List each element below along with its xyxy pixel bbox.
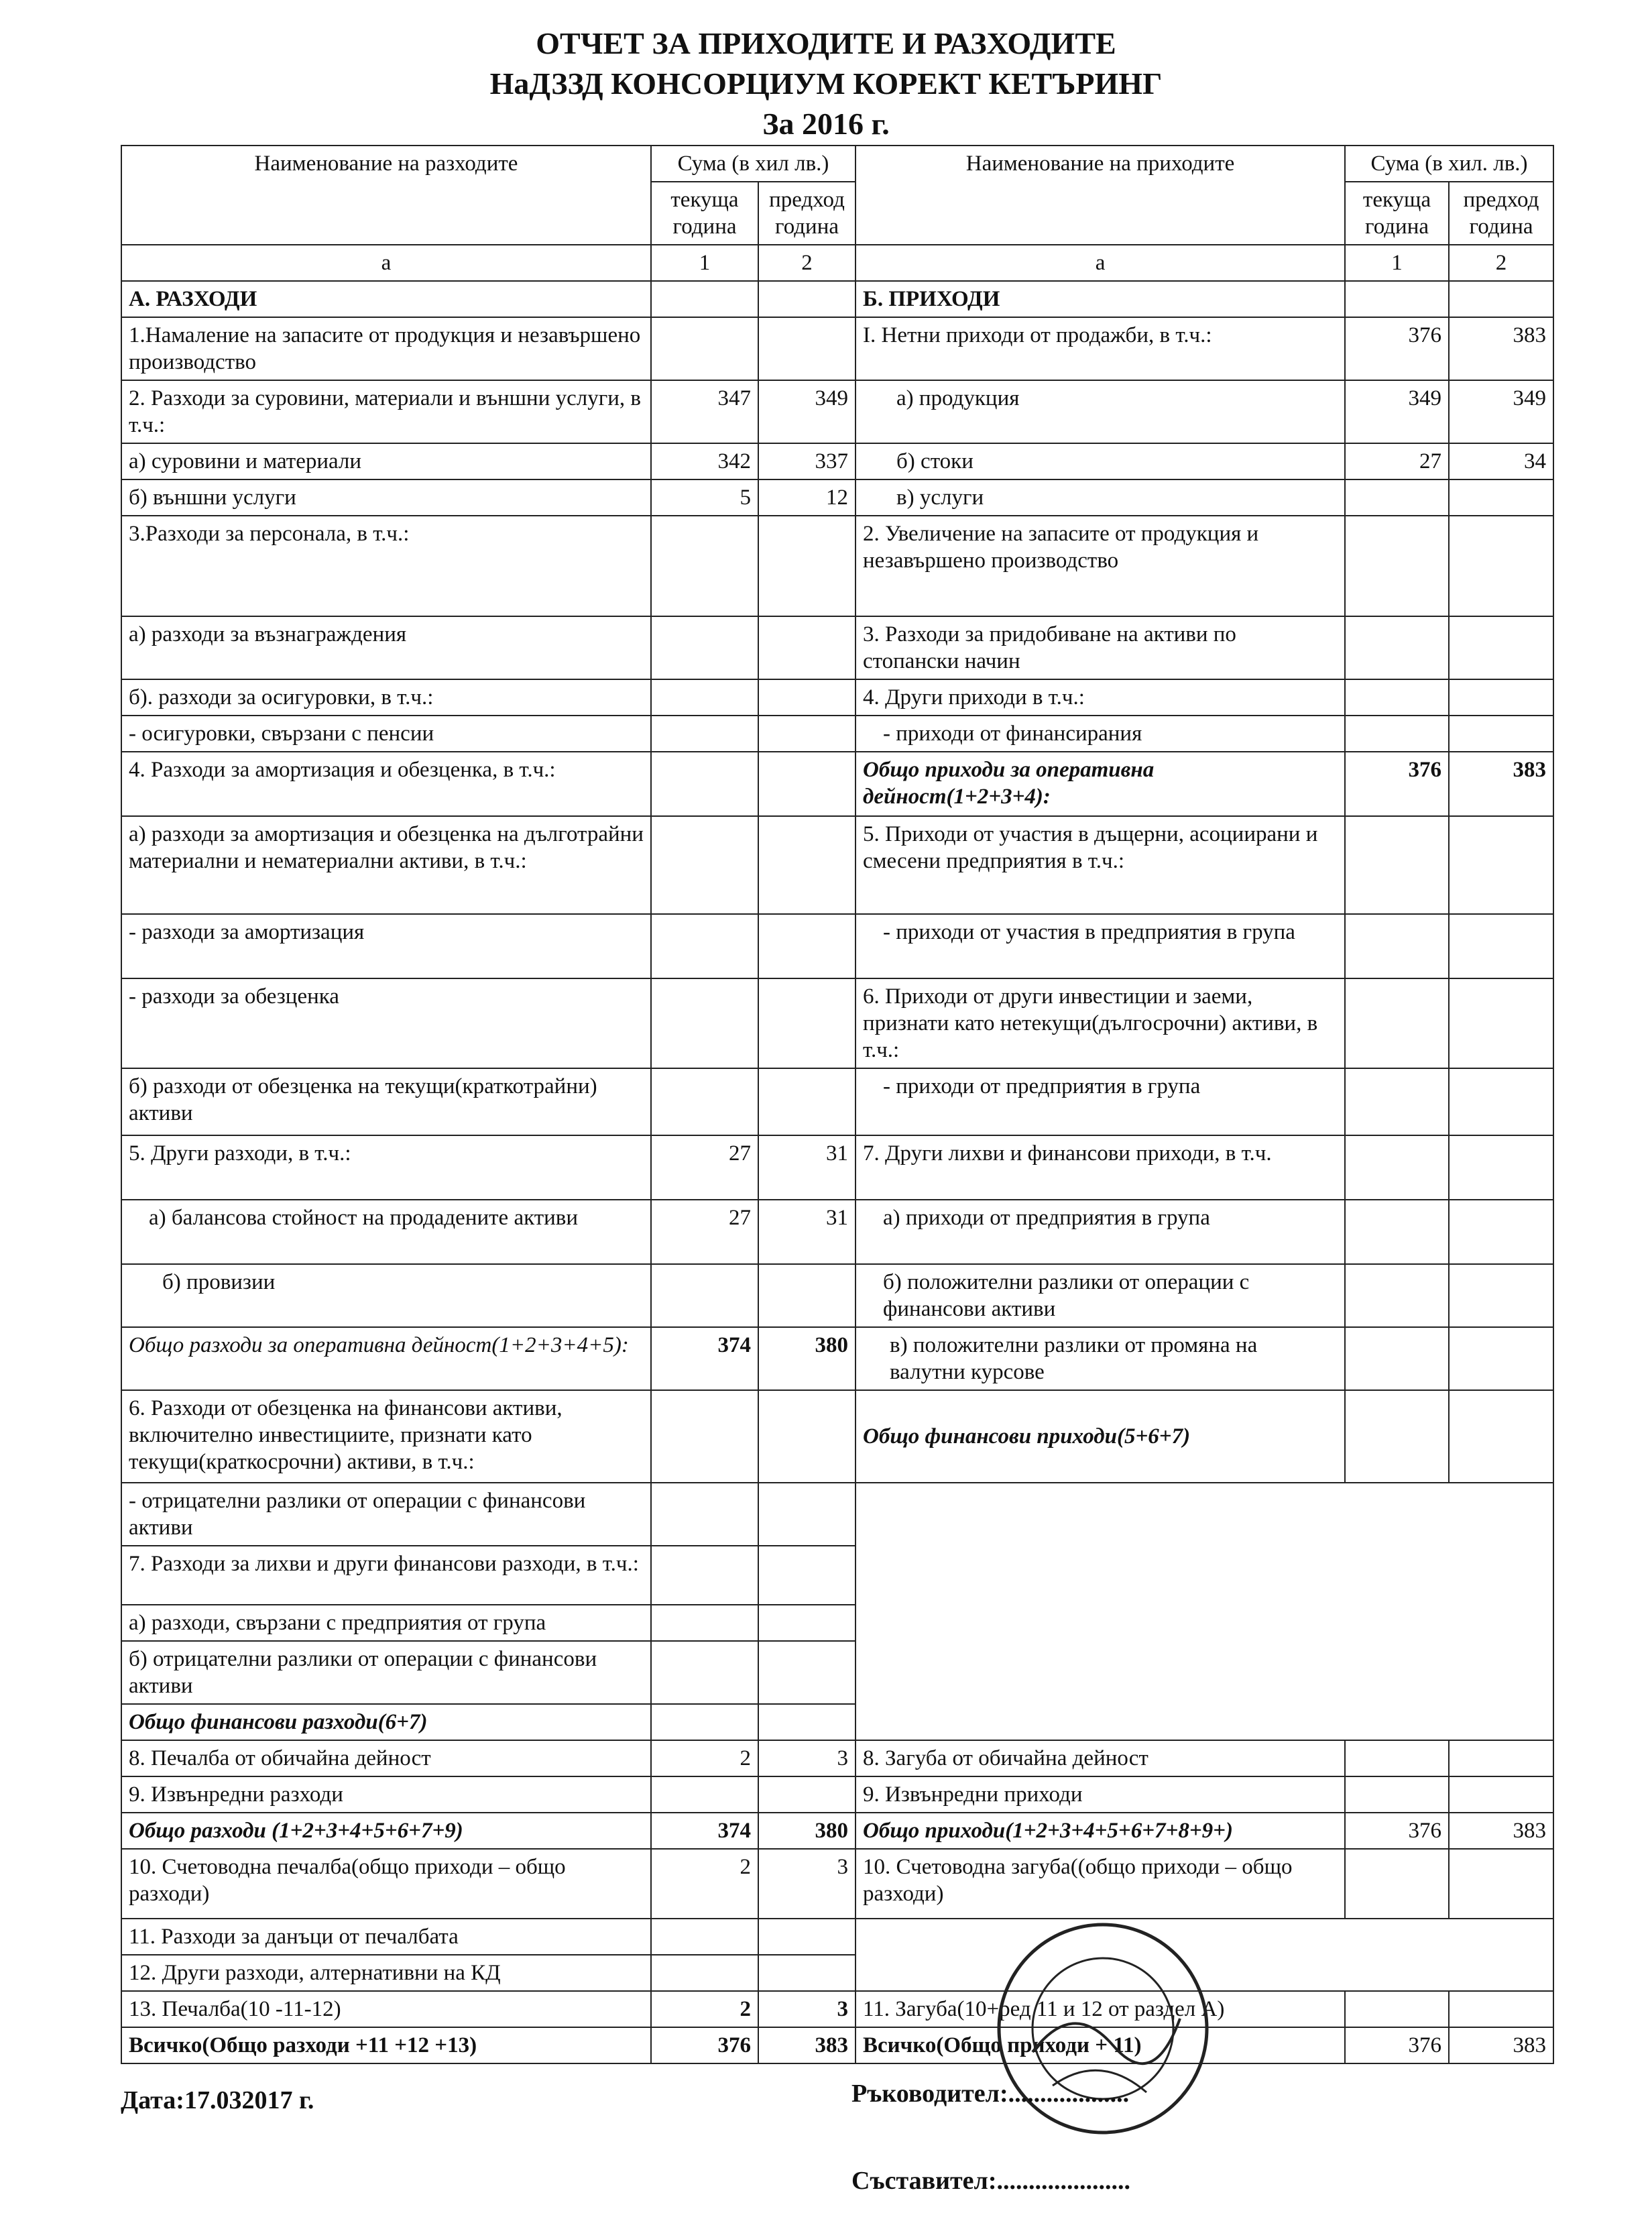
income-expense-table	[121, 145, 1554, 2064]
table-row	[121, 914, 1553, 978]
expense-current-value: 2	[651, 1740, 758, 1776]
col-index-1: 1	[1345, 245, 1449, 281]
income-previous-value	[1449, 716, 1553, 752]
expense-current-value	[651, 914, 758, 978]
expense-current-year-header: текуща година	[651, 182, 758, 245]
table-row	[121, 317, 1553, 380]
expense-current-value: 27	[651, 1135, 758, 1200]
expense-current-value	[651, 1919, 758, 1955]
report-year: За 2016 г.	[762, 107, 890, 141]
expense-current-value	[651, 1068, 758, 1135]
income-grand-total-label: Всичко(Общо приходи + 11)	[856, 2027, 1345, 2063]
expense-previous-value: 380	[758, 1327, 856, 1390]
expense-current-value	[651, 1546, 758, 1605]
table-row	[121, 2027, 1553, 2063]
expense-current-value: 5	[651, 479, 758, 516]
table-row	[121, 1068, 1553, 1135]
income-previous-value: 34	[1449, 443, 1553, 479]
expense-item: а) разходи, свързани с предприятия от група	[121, 1605, 651, 1641]
income-current-value	[1345, 1135, 1449, 1200]
expense-current-value	[651, 1605, 758, 1641]
expense-current-value	[651, 1483, 758, 1546]
income-item: 3. Разходи за придобиване на активи по стопански начин	[856, 616, 1345, 679]
income-current-value: 376	[1345, 1813, 1449, 1849]
expense-item: 9. Извънредни разходи	[121, 1776, 651, 1813]
income-previous-value: 383	[1449, 1813, 1553, 1849]
expense-current-value	[651, 1704, 758, 1740]
expense-grand-total-label: Всичко(Общо разходи +11 +12 +13)	[121, 2027, 651, 2063]
expense-current-value	[651, 1390, 758, 1483]
expense-item: а) разходи за амортизация и обезценка на дълготрайни материални и нематериални активи, в т.ч.:	[121, 816, 651, 914]
table-row	[121, 1264, 1553, 1327]
expense-current-value	[651, 616, 758, 679]
table-row	[121, 616, 1553, 679]
expense-current-value: 374	[651, 1327, 758, 1390]
col-index-1: 1	[651, 245, 758, 281]
income-previous-value	[1449, 1991, 1553, 2027]
expense-total-label: Общо разходи (1+2+3+4+5+6+7+9)	[121, 1813, 651, 1849]
income-current-value	[1345, 914, 1449, 978]
expense-item: 4. Разходи за амортизация и обезценка, в т.ч.:	[121, 752, 651, 816]
expense-current-value	[651, 1641, 758, 1704]
expense-item: 3.Разходи за персонала, в т.ч.:	[121, 516, 651, 616]
income-item: б) стоки	[856, 443, 1345, 479]
income-current-value: 349	[1345, 380, 1449, 443]
income-current-value	[1345, 716, 1449, 752]
income-current-value: 376	[1345, 317, 1449, 380]
expense-previous-value	[758, 1704, 856, 1740]
income-item: 5. Приходи от участия в дъщерни, асоциирани и смесени предприятия в т.ч.:	[856, 816, 1345, 914]
expense-item: 13. Печалба(10 -11-12)	[121, 1991, 651, 2027]
income-item: в) положителни разлики от промяна на валутни курсове	[856, 1327, 1345, 1390]
expense-item: 8. Печалба от обичайна дейност	[121, 1740, 651, 1776]
expense-previous-value	[758, 716, 856, 752]
expense-previous-value	[758, 1483, 856, 1546]
table-row	[121, 716, 1553, 752]
table-row	[121, 1740, 1553, 1776]
expense-current-value	[651, 317, 758, 380]
table-row	[121, 1483, 1553, 1546]
income-previous-value	[1449, 1849, 1553, 1919]
income-current-year-header: текуща година	[1345, 182, 1449, 245]
income-current-value: 376	[1345, 2027, 1449, 2063]
income-previous-value	[1449, 1740, 1553, 1776]
income-item: 7. Други лихви и финансови приходи, в т.ч.	[856, 1135, 1345, 1200]
income-item: - приходи от финансирания	[856, 716, 1345, 752]
expense-item: б) разходи от обезценка на текущи(краткотрайни) активи	[121, 1068, 651, 1135]
income-item: 10. Счетоводна загуба((общо приходи – общо разходи)	[856, 1849, 1345, 1919]
income-previous-value	[1449, 281, 1553, 317]
table-row	[121, 1849, 1553, 1919]
expense-current-value: 376	[651, 2027, 758, 2063]
income-current-value	[1345, 1390, 1449, 1483]
income-previous-value	[1449, 1776, 1553, 1813]
income-previous-value	[1449, 479, 1553, 516]
expense-current-value: 2	[651, 1991, 758, 2027]
income-previous-value	[1449, 978, 1553, 1068]
income-current-value	[1345, 1200, 1449, 1264]
expense-previous-value	[758, 1390, 856, 1483]
expense-item: 6. Разходи от обезценка на финансови активи, включително инвестициите, признати като текущи(краткосрочни) активи, в т.ч.:	[121, 1390, 651, 1483]
income-previous-value	[1449, 1068, 1553, 1135]
income-current-value	[1345, 978, 1449, 1068]
expense-previous-value	[758, 1919, 856, 1955]
income-item: а) приходи от предприятия в група	[856, 1200, 1345, 1264]
col-index-a: а	[121, 245, 651, 281]
income-item: 6. Приходи от други инвестиции и заеми, признати като нетекущи(дългосрочни) активи, в т.ч.:	[856, 978, 1345, 1068]
report-date: Дата:17.032017 г.	[121, 2086, 314, 2114]
table-row	[121, 1327, 1553, 1390]
expense-current-value: 347	[651, 380, 758, 443]
expense-current-value	[651, 716, 758, 752]
income-previous-value	[1449, 1390, 1553, 1483]
table-row	[121, 479, 1553, 516]
expense-previous-value: 3	[758, 1740, 856, 1776]
table-row	[121, 443, 1553, 479]
expense-item: 2. Разходи за суровини, материали и външни услуги, в т.ч.:	[121, 380, 651, 443]
expense-item: б). разходи за осигуровки, в т.ч.:	[121, 679, 651, 716]
table-row	[121, 380, 1553, 443]
table-row	[121, 679, 1553, 716]
expense-item: 10. Счетоводна печалба(общо приходи – общо разходи)	[121, 1849, 651, 1919]
expense-item: 11. Разходи за данъци от печалбата	[121, 1919, 651, 1955]
expense-item: б) външни услуги	[121, 479, 651, 516]
income-current-value	[1345, 816, 1449, 914]
expense-previous-value	[758, 516, 856, 616]
expense-item: - отрицателни разлики от операции с финансови активи	[121, 1483, 651, 1546]
expense-current-value	[651, 1264, 758, 1327]
income-current-value: 27	[1345, 443, 1449, 479]
expense-current-value: 2	[651, 1849, 758, 1919]
income-previous-value	[1449, 679, 1553, 716]
expense-previous-value	[758, 1264, 856, 1327]
expense-previous-value	[758, 816, 856, 914]
expense-previous-value	[758, 752, 856, 816]
table-row	[121, 978, 1553, 1068]
expense-current-value	[651, 752, 758, 816]
expense-previous-value: 12	[758, 479, 856, 516]
table-row	[121, 281, 1553, 317]
expense-previous-value	[758, 1546, 856, 1605]
income-item: - приходи от предприятия в група	[856, 1068, 1345, 1135]
expense-current-value	[651, 516, 758, 616]
income-current-value	[1345, 516, 1449, 616]
income-item: б) положителни разлики от операции с финансови активи	[856, 1264, 1345, 1327]
expense-item: а) суровини и материали	[121, 443, 651, 479]
income-current-value	[1345, 616, 1449, 679]
expense-previous-value: 3	[758, 1849, 856, 1919]
expense-previous-value: 31	[758, 1200, 856, 1264]
income-current-value	[1345, 1776, 1449, 1813]
income-current-value	[1345, 1264, 1449, 1327]
income-previous-value	[1449, 1264, 1553, 1327]
col-index-2: 2	[1449, 245, 1553, 281]
income-item: а) продукция	[856, 380, 1345, 443]
income-previous-value	[1449, 914, 1553, 978]
expense-subtotal-label: Общо разходи за оперативна дейност(1+2+3+4+5):	[121, 1327, 651, 1390]
income-financial-total-label: Общо финансови приходи(5+6+7)	[856, 1390, 1345, 1483]
expense-item: 5. Други разходи, в т.ч.:	[121, 1135, 651, 1200]
table-row	[121, 1135, 1553, 1200]
expense-previous-value	[758, 317, 856, 380]
income-item: 11. Загуба(10+ред 11 и 12 от раздел А)	[856, 1991, 1345, 2027]
expense-previous-value: 380	[758, 1813, 856, 1849]
income-previous-value	[1449, 516, 1553, 616]
expense-current-value: 27	[651, 1200, 758, 1264]
expense-previous-value	[758, 914, 856, 978]
expense-item: - осигуровки, свързани с пенсии	[121, 716, 651, 752]
expense-item: а) балансова стойност на продадените активи	[121, 1200, 651, 1264]
expense-previous-value	[758, 978, 856, 1068]
income-current-value	[1345, 281, 1449, 317]
income-section-title: Б. ПРИХОДИ	[856, 281, 1345, 317]
manager-signature-line: Ръководител:...................	[851, 2080, 1130, 2108]
income-previous-value	[1449, 816, 1553, 914]
table-row	[121, 1200, 1553, 1264]
expense-previous-value	[758, 281, 856, 317]
income-previous-value: 383	[1449, 752, 1553, 816]
report-title: ОТЧЕТ ЗА ПРИХОДИТЕ И РАЗХОДИТЕ	[536, 26, 1116, 60]
expense-previous-value	[758, 616, 856, 679]
expense-current-value: 374	[651, 1813, 758, 1849]
expense-previous-value: 383	[758, 2027, 856, 2063]
income-current-value	[1345, 1327, 1449, 1390]
income-item: І. Нетни приходи от продажби, в т.ч.:	[856, 317, 1345, 380]
expense-previous-value	[758, 679, 856, 716]
income-item: - приходи от участия в предприятия в група	[856, 914, 1345, 978]
income-current-value	[1345, 679, 1449, 716]
income-previous-value	[1449, 1327, 1553, 1390]
expense-previous-value	[758, 1641, 856, 1704]
table-row	[121, 1991, 1553, 2027]
expense-current-value	[651, 1955, 758, 1991]
expense-current-value	[651, 978, 758, 1068]
expense-item: 12. Други разходи, алтернативни на КД	[121, 1955, 651, 1991]
table-row	[121, 1813, 1553, 1849]
expense-item: 1.Намаление на запасите от продукция и незавършено производство	[121, 317, 651, 380]
expense-current-value: 342	[651, 443, 758, 479]
table-row	[121, 1390, 1553, 1483]
expense-financial-total-label: Общо финансови разходи(6+7)	[121, 1704, 651, 1740]
income-previous-value	[1449, 616, 1553, 679]
income-current-value	[1345, 1991, 1449, 2027]
expense-previous-value: 31	[758, 1135, 856, 1200]
income-previous-value: 383	[1449, 317, 1553, 380]
expense-current-value	[651, 281, 758, 317]
col-index-a: а	[856, 245, 1345, 281]
income-previous-value: 383	[1449, 2027, 1553, 2063]
income-previous-value	[1449, 1200, 1553, 1264]
expense-current-value	[651, 1776, 758, 1813]
table-row	[121, 752, 1553, 816]
column-index-row	[121, 245, 1553, 281]
expense-previous-year-header: предход година	[758, 182, 856, 245]
expense-item: а) разходи за възнаграждения	[121, 616, 651, 679]
expense-sum-header: Сума (в хил лв.)	[651, 146, 856, 182]
table-row	[121, 816, 1553, 914]
income-sum-header: Сума (в хил. лв.)	[1345, 146, 1553, 182]
expense-item: - разходи за амортизация	[121, 914, 651, 978]
income-name-header: Наименование на приходите	[856, 146, 1345, 245]
expense-previous-value	[758, 1776, 856, 1813]
expense-section-title: А. РАЗХОДИ	[121, 281, 651, 317]
expense-previous-value: 3	[758, 1991, 856, 2027]
table-row	[121, 1776, 1553, 1813]
income-item: 4. Други приходи в т.ч.:	[856, 679, 1345, 716]
expense-item: - разходи за обезценка	[121, 978, 651, 1068]
compiler-signature-line: Съставител:.....................	[851, 2167, 1131, 2195]
income-item: в) услуги	[856, 479, 1345, 516]
expense-previous-value	[758, 1955, 856, 1991]
expense-current-value	[651, 816, 758, 914]
income-current-value: 376	[1345, 752, 1449, 816]
table-row	[121, 516, 1553, 616]
table-row	[121, 1919, 1553, 1955]
income-total-label: Общо приходи(1+2+3+4+5+6+7+8+9+)	[856, 1813, 1345, 1849]
income-previous-value	[1449, 1135, 1553, 1200]
expense-previous-value: 337	[758, 443, 856, 479]
expense-previous-value: 349	[758, 380, 856, 443]
income-current-value	[1345, 479, 1449, 516]
expense-item: б) провизии	[121, 1264, 651, 1327]
expense-current-value	[651, 679, 758, 716]
expense-previous-value	[758, 1068, 856, 1135]
income-item: 2. Увеличение на запасите от продукция и незавършено производство	[856, 516, 1345, 616]
expense-item: б) отрицателни разлики от операции с финансови активи	[121, 1641, 651, 1704]
income-item: 9. Извънредни приходи	[856, 1776, 1345, 1813]
income-current-value	[1345, 1849, 1449, 1919]
income-current-value	[1345, 1068, 1449, 1135]
income-subtotal-label: Общо приходи за оперативна дейност(1+2+3+4):	[856, 752, 1345, 816]
expense-previous-value	[758, 1605, 856, 1641]
income-previous-year-header: предход година	[1449, 182, 1553, 245]
income-previous-value: 349	[1449, 380, 1553, 443]
income-current-value	[1345, 1740, 1449, 1776]
income-item: 8. Загуба от обичайна дейност	[856, 1740, 1345, 1776]
col-index-2: 2	[758, 245, 856, 281]
table-header-row	[121, 146, 1553, 182]
income-blank-area	[856, 1483, 1553, 1740]
company-name: НаДЗЗД КОНСОРЦИУМ КОРЕКТ КЕТЪРИНГ	[489, 66, 1163, 101]
expense-item: 7. Разходи за лихви и други финансови разходи, в т.ч.:	[121, 1546, 651, 1605]
expense-name-header: Наименование на разходите	[121, 146, 651, 245]
